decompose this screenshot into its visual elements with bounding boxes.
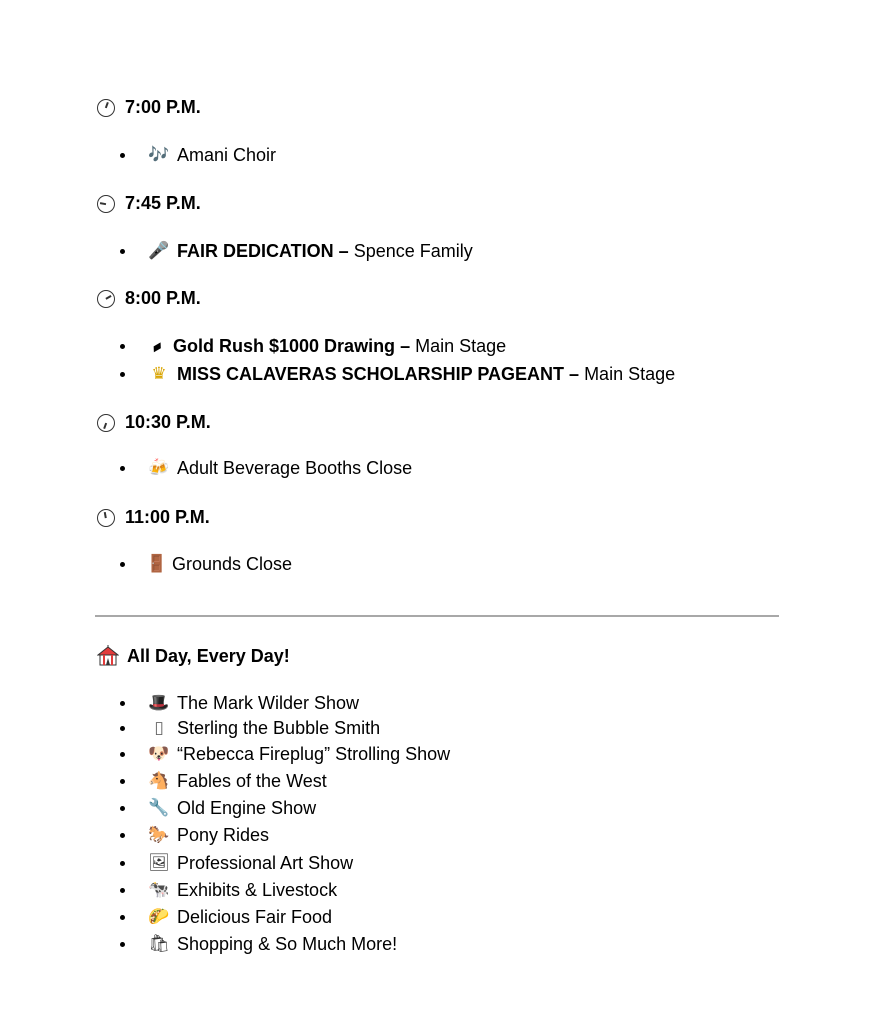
- item-text: Main Stage: [415, 336, 507, 356]
- cow-icon: 🐄: [148, 880, 170, 900]
- list-item: [120, 798, 316, 819]
- time-heading: [97, 507, 210, 528]
- item-text: Professional Art Show: [177, 853, 354, 873]
- list-item: [120, 718, 380, 739]
- horse-icon: 🐎: [148, 825, 170, 845]
- list-item: [120, 145, 276, 166]
- item-bold-text: MISS CALAVERAS SCHOLARSHIP PAGEANT: [177, 364, 565, 384]
- clock-icon: [97, 195, 115, 213]
- time-heading: [97, 288, 201, 309]
- dog-face-icon: 🐶: [148, 744, 170, 764]
- item-text: Old Engine Show: [177, 798, 317, 818]
- list-item: [120, 458, 412, 479]
- list-item: [120, 934, 397, 955]
- time-heading: [97, 412, 211, 433]
- item-text: Adult Beverage Booths Close: [177, 458, 413, 478]
- list-item: [120, 853, 353, 874]
- list-item: [120, 771, 327, 792]
- clock-icon: [97, 99, 115, 117]
- item-text: Delicious Fair Food: [177, 907, 333, 927]
- item-text: Fables of the West: [177, 771, 327, 791]
- missing-glyph-icon: ▯: [154, 718, 164, 738]
- list-item: [120, 693, 359, 714]
- item-text: Amani Choir: [177, 145, 277, 165]
- list-item: [120, 880, 337, 901]
- wrench-icon: 🔧: [148, 798, 170, 818]
- list-item: [120, 336, 506, 357]
- item-text: Main Stage: [584, 364, 676, 384]
- item-separator: –: [564, 364, 585, 384]
- item-text: Exhibits & Livestock: [177, 880, 338, 900]
- item-separator: –: [395, 336, 416, 356]
- section-divider: [95, 615, 779, 617]
- time-label: 7:45 P.M.: [125, 193, 201, 213]
- beer-mugs-icon: 🍻: [148, 458, 170, 478]
- item-text: Shopping & So Much More!: [177, 934, 398, 954]
- door-icon: 🚪: [146, 554, 168, 574]
- list-item: [120, 364, 675, 385]
- framed-picture-icon: 🖼: [148, 853, 170, 873]
- time-label: 8:00 P.M.: [125, 288, 201, 308]
- microphone-icon: 🎤: [148, 241, 170, 261]
- circus-tent-icon: [97, 645, 119, 667]
- taco-icon: 🌮: [148, 907, 170, 927]
- top-hat-icon: 🎩: [148, 693, 170, 713]
- time-label: 11:00 P.M.: [125, 507, 210, 527]
- time-heading: [97, 97, 201, 118]
- horse-face-icon: 🐴: [148, 771, 170, 791]
- list-item: [120, 241, 473, 262]
- list-item: [120, 744, 450, 765]
- time-heading: [97, 193, 201, 214]
- item-separator: –: [333, 241, 354, 261]
- item-bold-text: FAIR DEDICATION: [177, 241, 334, 261]
- item-text: The Mark Wilder Show: [177, 693, 360, 713]
- section-title: All Day, Every Day!: [127, 645, 290, 666]
- section-heading: [97, 645, 290, 667]
- clock-icon: [97, 509, 115, 527]
- list-item: [120, 907, 332, 928]
- item-bold-text: Gold Rush $1000 Drawing: [173, 336, 396, 356]
- clock-icon: [97, 290, 115, 308]
- time-label: 10:30 P.M.: [125, 412, 211, 432]
- item-text: Sterling the Bubble Smith: [177, 718, 381, 738]
- gold-bar-icon: ▰: [148, 336, 166, 357]
- shopping-icon: 🛍: [148, 934, 170, 954]
- time-label: 7:00 P.M.: [125, 97, 201, 117]
- list-item: [120, 825, 269, 846]
- item-text: Grounds Close: [172, 554, 293, 574]
- list-item: [120, 554, 292, 575]
- item-text: “Rebecca Fireplug” Strolling Show: [177, 744, 451, 764]
- item-text: Spence Family: [353, 241, 473, 261]
- crown-icon: ♛: [151, 364, 167, 384]
- clock-icon: [97, 414, 115, 432]
- item-text: Pony Rides: [177, 825, 270, 845]
- musical-notes-icon: 🎶: [148, 145, 170, 165]
